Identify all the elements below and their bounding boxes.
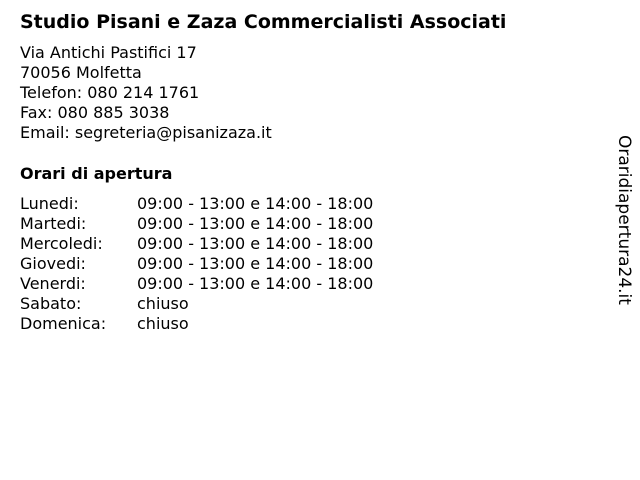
hours-row-mercoledi <box>20 234 373 254</box>
hours-time: 09:00 - 13:00 e 14:00 - 18:00 <box>137 254 374 273</box>
hours-time: 09:00 - 13:00 e 14:00 - 18:00 <box>137 214 374 233</box>
hours-time: chiuso <box>137 294 189 313</box>
hours-row-martedi <box>20 214 373 234</box>
business-name: Studio Pisani e Zaza Commercialisti Associati <box>20 11 507 33</box>
hours-day: Martedi: <box>20 214 87 233</box>
brand-watermark: Oraridiapertura24.it <box>614 135 634 305</box>
address-city: 70056 Molfetta <box>20 63 142 82</box>
hours-row-lunedi <box>20 194 373 214</box>
opening-hours-heading: Orari di apertura <box>20 164 173 183</box>
hours-time: 09:00 - 13:00 e 14:00 - 18:00 <box>137 194 374 213</box>
hours-day: Lunedi: <box>20 194 79 213</box>
hours-day: Venerdi: <box>20 274 86 293</box>
phone-number: Telefon: 080 214 1761 <box>20 83 200 102</box>
hours-day: Giovedi: <box>20 254 86 273</box>
email-address: Email: segreteria@pisanizaza.it <box>20 123 272 142</box>
hours-row-sabato <box>20 294 373 314</box>
opening-hours-table <box>20 194 373 334</box>
address-street: Via Antichi Pastifici 17 <box>20 43 197 62</box>
hours-time: 09:00 - 13:00 e 14:00 - 18:00 <box>137 274 374 293</box>
hours-row-giovedi <box>20 254 373 274</box>
hours-day: Domenica: <box>20 314 107 333</box>
hours-day: Sabato: <box>20 294 82 313</box>
contact-block <box>20 43 272 143</box>
hours-time: 09:00 - 13:00 e 14:00 - 18:00 <box>137 234 374 253</box>
hours-time: chiuso <box>137 314 189 333</box>
fax-number: Fax: 080 885 3038 <box>20 103 170 122</box>
hours-day: Mercoledi: <box>20 234 103 253</box>
hours-row-domenica <box>20 314 373 334</box>
hours-row-venerdi <box>20 274 373 294</box>
